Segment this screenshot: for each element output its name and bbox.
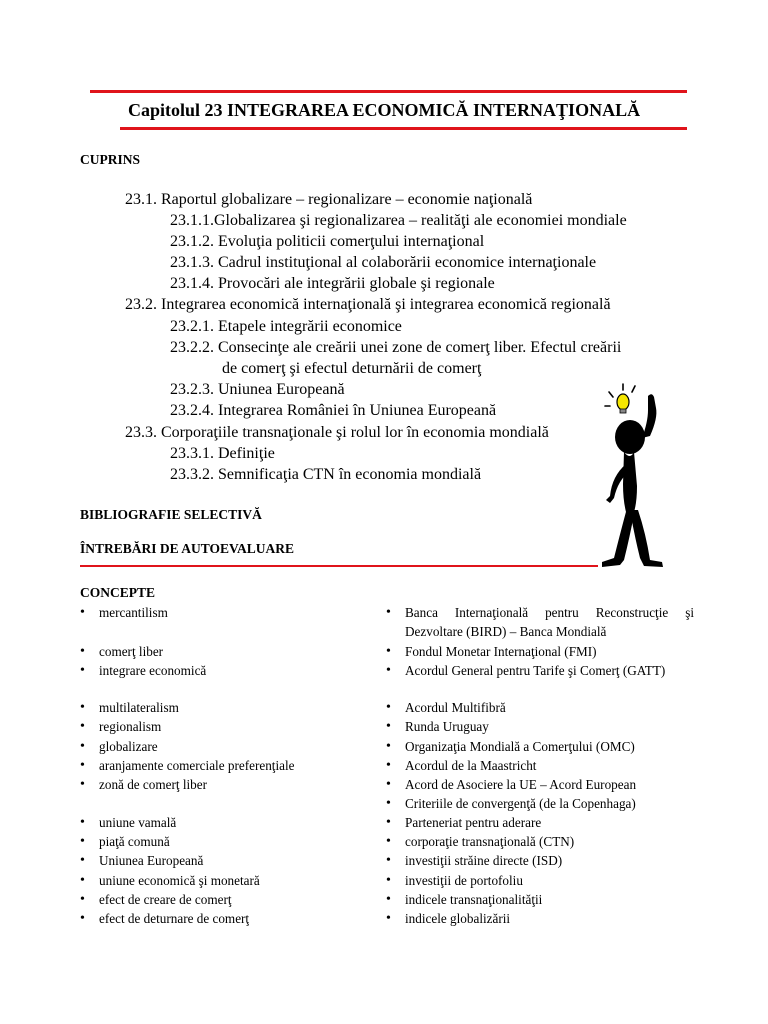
- chapter-title: Capitolul 23 INTEGRAREA ECONOMICĂ INTERNAŢIONALĂ: [128, 100, 641, 120]
- contents-heading: CUPRINS: [80, 152, 141, 167]
- list-item: • Parteneriat pentru aderare: [386, 814, 541, 833]
- list-item: • investiţii străine directe (ISD): [386, 852, 562, 871]
- list-item: • regionalism: [80, 718, 161, 737]
- toc-item: 23.1. Raportul globalizare – regionalizare – economie naţională: [125, 191, 533, 208]
- list-item: • indicele transnaţionalităţii: [386, 891, 542, 910]
- list-item: • indicele globalizării: [386, 910, 510, 929]
- list-item: • integrare economică: [80, 662, 206, 681]
- toc-item: 23.1.1.Globalizarea şi regionalizarea – realităţi ale economiei mondiale: [170, 212, 627, 229]
- toc-item: 23.2.2. Consecinţe ale creării unei zone de comerţ liber. Efectul creării: [170, 339, 622, 356]
- toc-item: 23.1.4. Provocări ale integrării globale şi regionale: [170, 275, 495, 292]
- list-item: • uniune vamală: [80, 814, 176, 833]
- list-item: • Organizaţia Mondială a Comerţului (OMC): [386, 738, 635, 757]
- toc-item: 23.2.4. Integrarea României în Uniunea Europeană: [170, 402, 497, 419]
- list-item: • Criteriile de convergenţă (de la Copenhaga): [386, 795, 636, 814]
- title-top-rule: [90, 90, 687, 93]
- list-item: • Acordul Multifibră: [386, 699, 506, 718]
- list-item: • uniune economică şi monetară: [80, 872, 260, 891]
- toc-item: 23.2.3. Uniunea Europeană: [170, 381, 345, 398]
- toc-item: 23.3.1. Definiţie: [170, 445, 275, 462]
- list-item: • Acord de Asociere la UE – Acord European: [386, 776, 636, 795]
- list-item: • Uniunea Europeană: [80, 852, 203, 871]
- toc-item-continuation: de comerţ şi efectul deturnării de comerţ: [222, 360, 482, 377]
- list-item: • Banca Internaţională pentru Reconstrucţie şi Dezvoltare (BIRD) – Banca Mondială: [386, 604, 694, 641]
- list-item: • multilateralism: [80, 699, 179, 718]
- list-item: • efect de creare de comerţ: [80, 891, 232, 910]
- stick-figure-icon: [602, 394, 663, 567]
- list-item: • corporaţie transnaţională (CTN): [386, 833, 574, 852]
- thinking-figure-illustration: [590, 376, 670, 571]
- list-item: • investiţii de portofoliu: [386, 872, 523, 891]
- list-item: • mercantilism: [80, 604, 168, 623]
- lightbulb-icon: [617, 394, 629, 413]
- self-assessment-heading: ÎNTREBĂRI DE AUTOEVALUARE: [80, 541, 295, 556]
- section-rule: [80, 565, 598, 567]
- toc-item: 23.1.2. Evoluţia politicii comerţului internaţional: [170, 233, 485, 250]
- toc-item: 23.3.2. Semnificaţia CTN în economia mondială: [170, 466, 482, 483]
- list-item: • efect de deturnare de comerţ: [80, 910, 249, 929]
- list-item: • aranjamente comerciale preferenţiale: [80, 757, 294, 776]
- list-item: • zonă de comerţ liber: [80, 776, 207, 795]
- toc-item: 23.2. Integrarea economică internaţională şi integrarea economică regională: [125, 296, 611, 313]
- title-bottom-rule: [120, 127, 687, 130]
- toc-item: 23.3. Corporaţiile transnaţionale şi rolul lor în economia mondială: [125, 424, 549, 441]
- list-item: • globalizare: [80, 738, 158, 757]
- toc-item: 23.2.1. Etapele integrării economice: [170, 318, 402, 335]
- bibliography-heading: BIBLIOGRAFIE SELECTIVĂ: [80, 507, 262, 522]
- concepts-heading: CONCEPTE: [80, 585, 156, 600]
- list-item: • comerţ liber: [80, 643, 163, 662]
- list-item: • piaţă comună: [80, 833, 170, 852]
- list-item: • Acordul General pentru Tarife şi Comerţ (GATT): [386, 662, 694, 681]
- list-item: • Fondul Monetar Internaţional (FMI): [386, 643, 597, 662]
- list-item: • Acordul de la Maastricht: [386, 757, 536, 776]
- list-item: • Runda Uruguay: [386, 718, 489, 737]
- toc-item: 23.1.3. Cadrul instituţional al colaborării economice internaţionale: [170, 254, 597, 271]
